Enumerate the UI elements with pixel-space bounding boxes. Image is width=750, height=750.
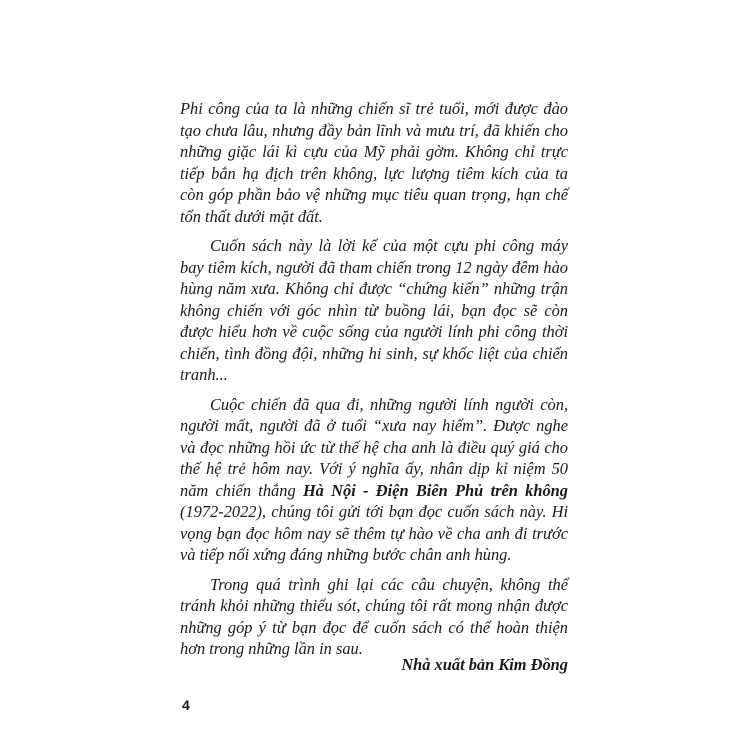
body-text: [180, 98, 568, 668]
paragraph-2: [180, 235, 568, 386]
paragraph-3-emphasis: Hà Nội - Điện Biên Phủ trên không: [302, 480, 568, 500]
paragraph-2-text: Cuốn sách này là lời kể của một cựu phi công máy bay tiêm kích, người đã tham chiến trong 12 ngày đêm hào hùng năm xưa. Không chỉ được “chứng kiến” những trận không chiến với góc nhìn từ buồng lái, bạn đọc sẽ còn được hiểu hơn về cuộc sống của người lính phi công thời chiến, tình đồng đội, những hi sinh, sự khốc liệt của chiến tranh...: [180, 236, 568, 384]
paragraph-3: [180, 394, 568, 566]
paragraph-1: [180, 98, 568, 227]
paragraph-3-text-a: Cuộc chiến đã qua đi, những người lính người còn, người mất, người đã ở tuổi “xưa nay hiếm”. Được nghe và đọc những hồi ức từ thế hệ cha anh là điều quý giá cho thế hệ trẻ hôm nay. Với ý nghĩa ấy, nhân dịp kỉ niệm 50 năm chiến thắng: [180, 394, 568, 500]
paragraph-4: [180, 574, 568, 660]
page-number: 4: [182, 697, 190, 713]
paragraph-1-text: Phi công của ta là những chiến sĩ trẻ tuổi, mới được đào tạo chưa lâu, nhưng đầy bản lĩnh và mưu trí, đã khiến cho những giặc lái kì cựu của Mỹ phải gờm. Không chỉ trực tiếp bắn hạ địch trên không, lực lượng tiêm kích của ta còn góp phần bảo vệ những mục tiêu quan trọng, hạn chế tổn thất dưới mặt đất.: [180, 99, 568, 226]
publisher-signature: Nhà xuất bản Kim Đồng: [401, 655, 568, 674]
paragraph-4-text: Trong quá trình ghi lại các câu chuyện, không thể tránh khỏi những thiếu sót, chúng tôi rất mong nhận được những góp ý từ bạn đọc để cuốn sách có thể hoàn thiện hơn trong những lần in sau.: [180, 574, 568, 658]
paragraph-3-text-b: (1972-2022), chúng tôi gửi tới bạn đọc cuốn sách này. Hi vọng bạn đọc hôm nay sẽ thêm tự hào về cha anh đi trước và tiếp nối xứng đáng những bước chân anh hùng.: [180, 502, 568, 564]
